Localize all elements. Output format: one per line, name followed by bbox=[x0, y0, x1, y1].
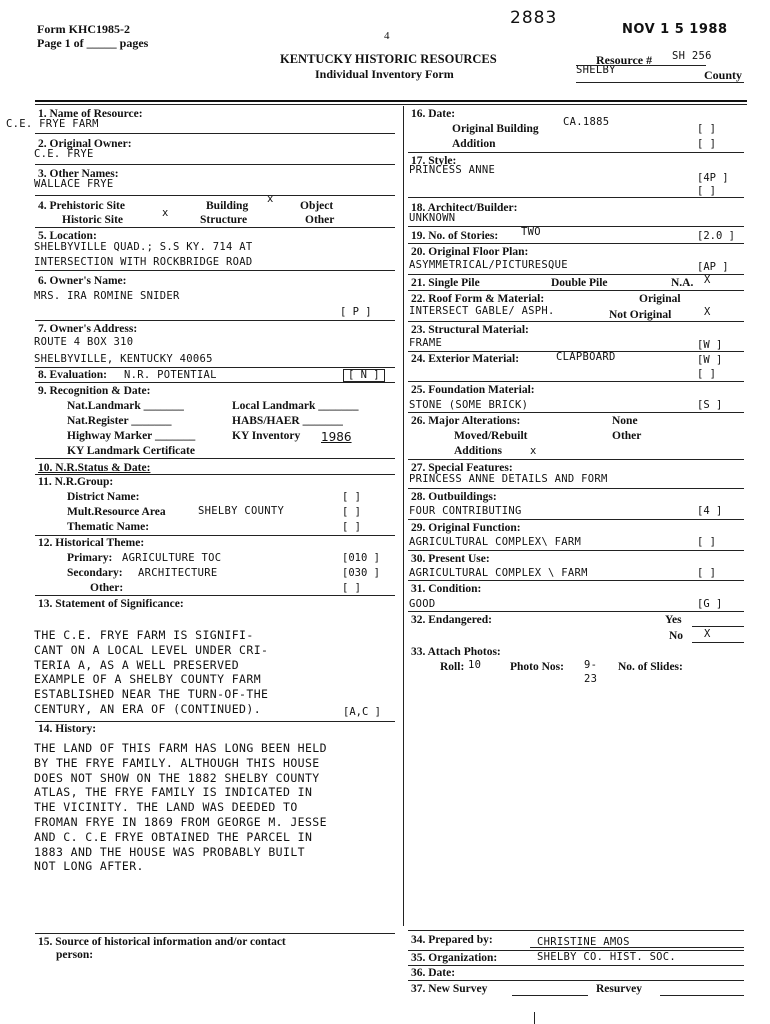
field-26-none: None bbox=[612, 415, 638, 427]
field-3-label: 3. Other Names: bbox=[38, 168, 119, 180]
field-11-thematic: Thematic Name: bbox=[67, 521, 150, 533]
field-32-no: No bbox=[669, 630, 684, 642]
county-underline bbox=[576, 82, 744, 83]
field-12-secondary: Secondary: bbox=[67, 567, 123, 579]
field-9-nat-landmark: Nat.Landmark _______ bbox=[67, 400, 184, 412]
field-12-label: 12. Historical Theme: bbox=[38, 537, 145, 549]
significance-line: THE C.E. FRYE FARM IS SIGNIFI- bbox=[34, 628, 254, 642]
field-20-value: ASYMMETRICAL/PICTURESQUE bbox=[409, 259, 568, 271]
field-15-label: 15. Source of historical information and/or contact bbox=[38, 936, 286, 948]
history-line: DOES NOT SHOW ON THE 1882 SHELBY COUNTY bbox=[34, 770, 320, 785]
field-35-value: SHELBY CO. HIST. SOC. bbox=[537, 951, 677, 963]
county-label: County bbox=[704, 68, 743, 82]
field-12-secondary-code: [030 ] bbox=[342, 567, 380, 579]
field-29-value: AGRICULTURAL COMPLEX\ FARM bbox=[409, 536, 582, 548]
field-22-label: 22. Roof Form & Material: bbox=[411, 293, 545, 305]
history-line: ATLAS, THE FRYE FAMILY IS INDICATED IN bbox=[34, 785, 313, 800]
rule bbox=[408, 965, 744, 966]
field-19-code: [2.0 ] bbox=[697, 230, 735, 242]
rule bbox=[35, 367, 395, 368]
rule bbox=[408, 243, 744, 244]
field-28-label: 28. Outbuildings: bbox=[411, 491, 497, 503]
history-line: BY THE FRYE FAMILY. ALTHOUGH THIS HOUSE bbox=[34, 755, 320, 770]
field-23-value: FRAME bbox=[409, 337, 443, 349]
field-8-value: N.R. POTENTIAL bbox=[124, 369, 217, 381]
field-5-line-2: INTERSECTION WITH ROCKBRIDGE ROAD bbox=[34, 256, 253, 268]
field-30-value: AGRICULTURAL COMPLEX \ FARM bbox=[409, 567, 588, 579]
field-10-label: 10. N.R.Status & Date: bbox=[38, 462, 151, 474]
field-34-label: 34. Prepared by: bbox=[411, 934, 493, 946]
form-number: Form KHC1985-2 bbox=[37, 22, 130, 36]
field-4-object: Object bbox=[300, 200, 334, 212]
rule bbox=[408, 488, 744, 489]
field-12-primary-code: [010 ] bbox=[342, 552, 380, 564]
field-7-label: 7. Owner's Address: bbox=[38, 323, 138, 335]
field-11-label: 11. N.R.Group: bbox=[38, 476, 114, 488]
significance-line: TERIA A, AS A WELL PRESERVED bbox=[34, 657, 240, 672]
field-31-value: GOOD bbox=[409, 598, 436, 610]
field-8-label: 8. Evaluation: bbox=[38, 369, 108, 381]
field-26-label: 26. Major Alterations: bbox=[411, 415, 521, 427]
field-16-original: Original Building bbox=[452, 123, 539, 135]
rule bbox=[408, 550, 744, 551]
field-32-yes-line bbox=[692, 626, 744, 627]
field-11-district-code: [ ] bbox=[342, 491, 361, 503]
field-18-value: UNKNOWN bbox=[409, 212, 456, 224]
field-17-code-1: [4P ] bbox=[697, 172, 729, 184]
field-25-label: 25. Foundation Material: bbox=[411, 384, 535, 396]
field-9-ky-inventory: KY Inventory bbox=[232, 430, 301, 442]
field-12-primary-value: AGRICULTURE TOC bbox=[122, 552, 222, 564]
rule bbox=[408, 980, 744, 981]
field-11-mult-code: [ ] bbox=[342, 506, 361, 518]
field-36-label: 36. Date: bbox=[411, 967, 456, 979]
field-24-value: CLAPBOARD bbox=[556, 351, 616, 363]
field-12-secondary-value: ARCHITECTURE bbox=[138, 567, 218, 579]
field-23-label: 23. Structural Material: bbox=[411, 324, 529, 336]
field-22-mark: X bbox=[704, 306, 711, 318]
field-12-primary: Primary: bbox=[67, 552, 113, 564]
significance-line: ESTABLISHED NEAR THE TURN-OF-THE bbox=[34, 687, 269, 702]
field-24-label: 24. Exterior Material: bbox=[411, 353, 520, 365]
page-count: Page 1 of _____ pages bbox=[37, 36, 149, 50]
field-9-local-landmark: Local Landmark _______ bbox=[232, 400, 359, 412]
field-21-label: 21. Single Pile bbox=[411, 277, 480, 289]
field-16-label: 16. Date: bbox=[411, 108, 456, 120]
rule bbox=[408, 197, 744, 198]
field-19-value: TWO bbox=[521, 226, 541, 238]
field-14-text bbox=[34, 741, 327, 874]
field-9-label: 9. Recognition & Date: bbox=[38, 385, 151, 397]
history-line: THE LAND OF THIS FARM HAS LONG BEEN HELD bbox=[34, 741, 327, 755]
field-32-yes: Yes bbox=[665, 614, 682, 626]
field-29-code: [ ] bbox=[697, 536, 716, 548]
field-9-highway: Highway Marker _______ bbox=[67, 430, 196, 442]
field-22-not-original: Not Original bbox=[609, 309, 672, 321]
field-27-value: PRINCESS ANNE DETAILS AND FORM bbox=[409, 473, 608, 485]
field-33-photo-value: 9- bbox=[584, 659, 598, 671]
field-21-na: N.A. bbox=[671, 277, 694, 289]
field-35-label: 35. Organization: bbox=[411, 952, 498, 964]
field-34-line bbox=[530, 947, 744, 948]
field-33-label: 33. Attach Photos: bbox=[411, 646, 501, 658]
field-33-photo-value-2: 23 bbox=[584, 673, 598, 685]
field-14-label: 14. History: bbox=[38, 723, 97, 735]
field-32-label: 32. Endangered: bbox=[411, 614, 492, 626]
field-17-value: PRINCESS ANNE bbox=[409, 164, 496, 176]
rule bbox=[35, 933, 395, 934]
field-9-ky-cert: KY Landmark Certificate bbox=[67, 445, 195, 457]
field-37-label: 37. New Survey bbox=[411, 983, 488, 995]
header-rule-2 bbox=[35, 104, 747, 105]
field-5-line-1: SHELBYVILLE QUAD.; S.S KY. 714 AT bbox=[34, 241, 253, 253]
rule bbox=[408, 321, 744, 322]
field-4-building: Building bbox=[206, 200, 249, 212]
field-9-habs: HABS/HAER _______ bbox=[232, 415, 343, 427]
field-6-value: MRS. IRA ROMINE SNIDER bbox=[34, 290, 180, 302]
field-4-mark-building: x bbox=[267, 193, 274, 205]
field-1-label: 1. Name of Resource: bbox=[38, 108, 143, 120]
rule bbox=[408, 226, 744, 227]
rule bbox=[35, 133, 395, 134]
field-18-label: 18. Architect/Builder: bbox=[411, 202, 518, 214]
rule bbox=[408, 930, 744, 931]
field-4-other: Other bbox=[305, 214, 335, 226]
history-line: AND C. C.E FRYE OBTAINED THE PARCEL IN bbox=[34, 829, 313, 844]
rule bbox=[35, 595, 395, 596]
resource-label: Resource # bbox=[596, 53, 653, 67]
field-4-mark-historic: x bbox=[162, 207, 169, 219]
rule bbox=[408, 412, 744, 413]
field-26-other: Other bbox=[612, 430, 642, 442]
field-29-label: 29. Original Function: bbox=[411, 522, 521, 534]
field-37-resurvey-line bbox=[660, 995, 744, 996]
rule bbox=[408, 459, 744, 460]
field-16-original-code: [ ] bbox=[697, 123, 716, 135]
field-20-label: 20. Original Floor Plan: bbox=[411, 246, 529, 258]
field-22-original: Original bbox=[639, 293, 681, 305]
rule bbox=[35, 195, 395, 196]
field-26-mark: x bbox=[530, 445, 537, 457]
history-line: THE VICINITY. THE LAND WAS DEEDED TO bbox=[34, 800, 298, 815]
significance-line: EXAMPLE OF A SHELBY COUNTY FARM bbox=[34, 672, 262, 687]
field-2-label: 2. Original Owner: bbox=[38, 138, 132, 150]
resource-number: SH 256 bbox=[672, 50, 712, 62]
field-37-new-line bbox=[512, 995, 588, 996]
page-number: 4 bbox=[384, 30, 390, 42]
field-16-addition: Addition bbox=[452, 138, 496, 150]
field-30-code: [ ] bbox=[697, 567, 716, 579]
field-12-other: Other: bbox=[90, 582, 124, 594]
field-5-label: 5. Location: bbox=[38, 230, 97, 242]
field-22-value: INTERSECT GABLE/ ASPH. bbox=[409, 305, 555, 317]
rule bbox=[35, 721, 395, 722]
field-25-code: [S ] bbox=[697, 399, 723, 411]
rule bbox=[408, 519, 744, 520]
date-stamp: NOV 1 5 1988 bbox=[622, 22, 728, 37]
column-divider bbox=[403, 106, 404, 926]
field-26-additions: Additions bbox=[454, 445, 502, 457]
rule bbox=[35, 227, 395, 228]
field-37-resurvey: Resurvey bbox=[596, 983, 642, 995]
field-24-code-1: [W ] bbox=[697, 354, 723, 366]
field-28-code: [4 ] bbox=[697, 505, 723, 517]
field-13-text bbox=[34, 628, 268, 717]
form-subtitle: Individual Inventory Form bbox=[315, 67, 454, 81]
field-33-slides: No. of Slides: bbox=[618, 661, 683, 673]
header-rule bbox=[35, 100, 747, 102]
field-32-mark: X bbox=[704, 628, 711, 640]
form-title: KENTUCKY HISTORIC RESOURCES bbox=[280, 52, 497, 66]
field-26-moved: Moved/Rebuilt bbox=[454, 430, 528, 442]
field-21-double: Double Pile bbox=[551, 277, 608, 289]
field-11-mult: Mult.Resource Area bbox=[67, 506, 166, 518]
county-value: SHELBY bbox=[576, 64, 616, 76]
field-9-nat-register: Nat.Register _______ bbox=[67, 415, 172, 427]
field-20-code: [AP ] bbox=[697, 261, 729, 273]
resource-underline bbox=[576, 65, 706, 66]
field-11-district: District Name: bbox=[67, 491, 140, 503]
field-16-original-value: CA.1885 bbox=[563, 116, 610, 128]
field-31-label: 31. Condition: bbox=[411, 583, 482, 595]
field-19-label: 19. No. of Stories: bbox=[411, 230, 499, 242]
field-32-no-line bbox=[692, 642, 744, 643]
rule bbox=[35, 382, 395, 383]
field-1-value: C.E. FRYE FARM bbox=[6, 118, 99, 130]
field-33-photo: Photo Nos: bbox=[510, 661, 564, 673]
field-6-label: 6. Owner's Name: bbox=[38, 275, 127, 287]
field-8-code: [ N ] bbox=[343, 369, 385, 382]
field-2-value: C.E. FRYE bbox=[34, 148, 94, 160]
rule bbox=[35, 270, 395, 271]
field-17-label: 17. Style: bbox=[411, 155, 457, 167]
field-27-label: 27. Special Features: bbox=[411, 462, 513, 474]
field-9-ky-inventory-year: 1986 bbox=[321, 430, 352, 444]
rule bbox=[408, 381, 744, 382]
history-line: FROMAN FRYE IN 1869 FROM GEORGE M. JESSE bbox=[34, 814, 327, 829]
handwritten-number: 2883 bbox=[510, 8, 558, 28]
field-21-mark: X bbox=[704, 274, 711, 286]
field-13-label: 13. Statement of Significance: bbox=[38, 598, 184, 610]
field-24-code-2: [ ] bbox=[697, 368, 716, 380]
page-mark bbox=[534, 1012, 535, 1024]
significance-line: CANT ON A LOCAL LEVEL UNDER CRI- bbox=[34, 642, 269, 657]
field-17-code-2: [ ] bbox=[697, 185, 716, 197]
field-7-line-2: SHELBYVILLE, KENTUCKY 40065 bbox=[34, 353, 213, 365]
field-25-value: STONE (SOME BRICK) bbox=[409, 399, 529, 411]
rule bbox=[408, 290, 744, 291]
history-line: 1883 AND THE HOUSE WAS PROBABLY BUILT bbox=[34, 844, 305, 859]
field-12-other-code: [ ] bbox=[342, 582, 361, 594]
history-line: NOT LONG AFTER. bbox=[34, 859, 144, 874]
field-4-historic: Historic Site bbox=[62, 214, 123, 226]
field-31-code: [G ] bbox=[697, 598, 723, 610]
field-7-line-1: ROUTE 4 BOX 310 bbox=[34, 336, 134, 348]
field-33-roll: Roll: bbox=[440, 661, 465, 673]
significance-line: CENTURY, AN ERA OF (CONTINUED). bbox=[34, 701, 262, 716]
rule bbox=[408, 274, 744, 275]
rule bbox=[35, 474, 395, 475]
rule bbox=[35, 535, 395, 536]
field-13-code: [A,C ] bbox=[343, 706, 381, 718]
field-15-label-2: person: bbox=[56, 949, 94, 961]
rule bbox=[408, 580, 744, 581]
field-30-label: 30. Present Use: bbox=[411, 553, 490, 565]
field-4-label: 4. Prehistoric Site bbox=[38, 200, 125, 212]
field-11-mult-value: SHELBY COUNTY bbox=[198, 505, 285, 517]
rule bbox=[35, 164, 395, 165]
rule bbox=[408, 152, 744, 153]
rule bbox=[35, 320, 395, 321]
field-34-value: CHRISTINE AMOS bbox=[537, 936, 630, 948]
field-4-structure: Structure bbox=[200, 214, 248, 226]
field-3-value: WALLACE FRYE bbox=[34, 178, 114, 190]
field-11-thematic-code: [ ] bbox=[342, 521, 361, 533]
rule bbox=[408, 611, 744, 612]
field-28-value: FOUR CONTRIBUTING bbox=[409, 505, 522, 517]
field-16-addition-code: [ ] bbox=[697, 138, 716, 150]
field-33-roll-value: 10 bbox=[468, 659, 482, 671]
field-6-code: [ P ] bbox=[340, 306, 372, 318]
field-23-code: [W ] bbox=[697, 339, 723, 351]
rule bbox=[35, 458, 395, 459]
